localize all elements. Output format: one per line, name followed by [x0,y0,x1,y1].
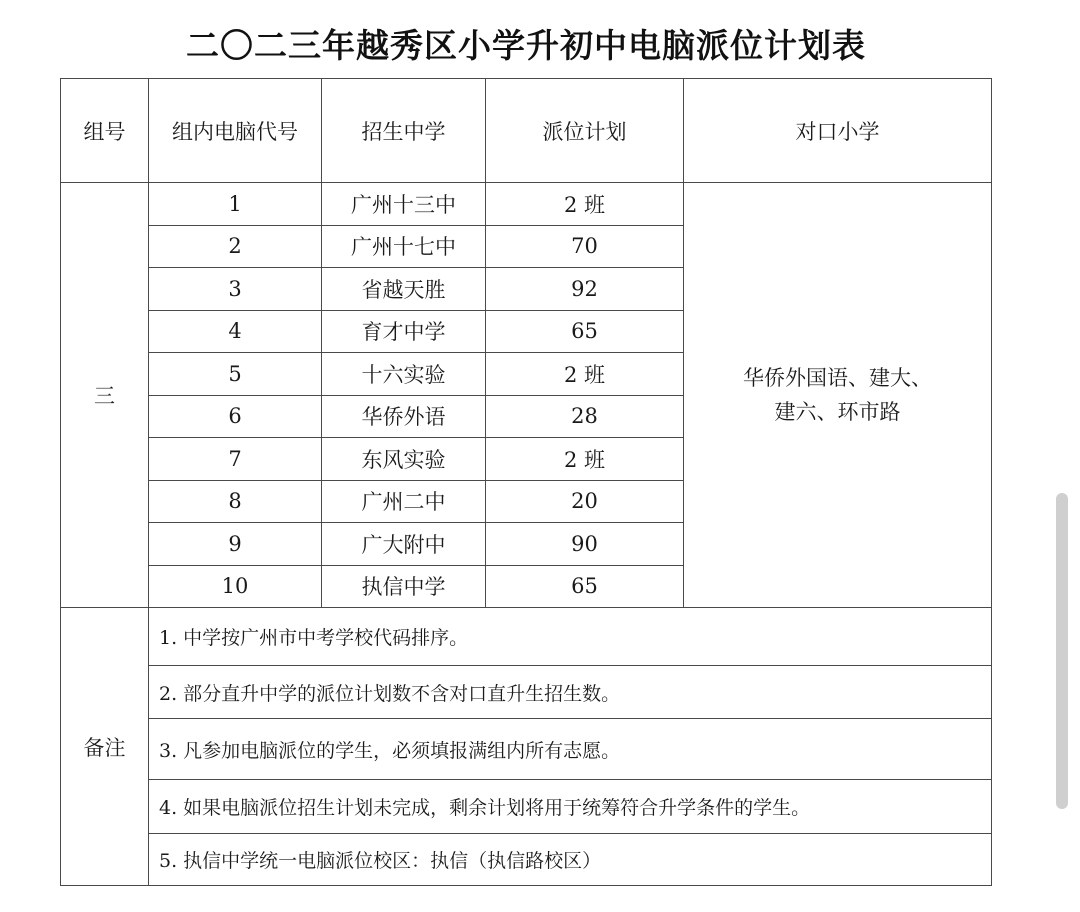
remark-item: 5. 执信中学统一电脑派位校区：执信（执信路校区） [149,834,992,886]
table-row [61,183,992,226]
row-school: 育才中学 [322,310,486,353]
row-school: 省越天胜 [322,268,486,311]
row-plan: 92 [486,268,684,311]
header-code: 组内电脑代号 [149,79,322,183]
matched-primary-schools [684,183,992,608]
row-school: 广大附中 [322,523,486,566]
allocation-table [60,78,992,886]
row-plan: 2 班 [486,353,684,396]
scrollbar[interactable] [1056,493,1068,809]
row-code: 9 [149,523,322,566]
match-line-2: 建六、环市路 [774,400,901,424]
row-plan: 65 [486,310,684,353]
remark-item: 2. 部分直升中学的派位计划数不含对口直升生招生数。 [149,666,992,719]
remark-row [61,666,992,719]
group-number: 三 [61,183,149,608]
row-school: 东风实验 [322,438,486,481]
remark-row [61,834,992,886]
header-match: 对口小学 [684,79,992,183]
row-code: 8 [149,480,322,523]
row-plan: 28 [486,395,684,438]
row-school: 十六实验 [322,353,486,396]
row-plan: 70 [486,225,684,268]
header-row [61,79,992,183]
remark-item: 1. 中学按广州市中考学校代码排序。 [149,608,992,666]
row-plan: 2 班 [486,438,684,481]
row-code: 5 [149,353,322,396]
page-title: 二〇二三年越秀区小学升初中电脑派位计划表 [186,26,866,65]
row-school: 广州二中 [322,480,486,523]
remark-item: 4. 如果电脑派位招生计划未完成，剩余计划将用于统筹符合升学条件的学生。 [149,780,992,834]
remark-item: 3. 凡参加电脑派位的学生，必须填报满组内所有志愿。 [149,719,992,780]
row-school: 执信中学 [322,565,486,608]
row-code: 6 [149,395,322,438]
remarks-label: 备注 [61,608,149,886]
remark-row [61,608,992,666]
header-plan: 派位计划 [486,79,684,183]
row-school: 华侨外语 [322,395,486,438]
row-school: 广州十七中 [322,225,486,268]
row-school: 广州十三中 [322,183,486,226]
row-plan: 65 [486,565,684,608]
header-school: 招生中学 [322,79,486,183]
row-code: 2 [149,225,322,268]
header-group: 组号 [61,79,149,183]
match-line-1: 华侨外国语、建大、 [743,366,932,390]
remark-row [61,780,992,834]
row-plan: 20 [486,480,684,523]
row-code: 3 [149,268,322,311]
row-code: 10 [149,565,322,608]
row-code: 1 [149,183,322,226]
remark-row [61,719,992,780]
row-code: 7 [149,438,322,481]
row-code: 4 [149,310,322,353]
row-plan: 2 班 [486,183,684,226]
row-plan: 90 [486,523,684,566]
